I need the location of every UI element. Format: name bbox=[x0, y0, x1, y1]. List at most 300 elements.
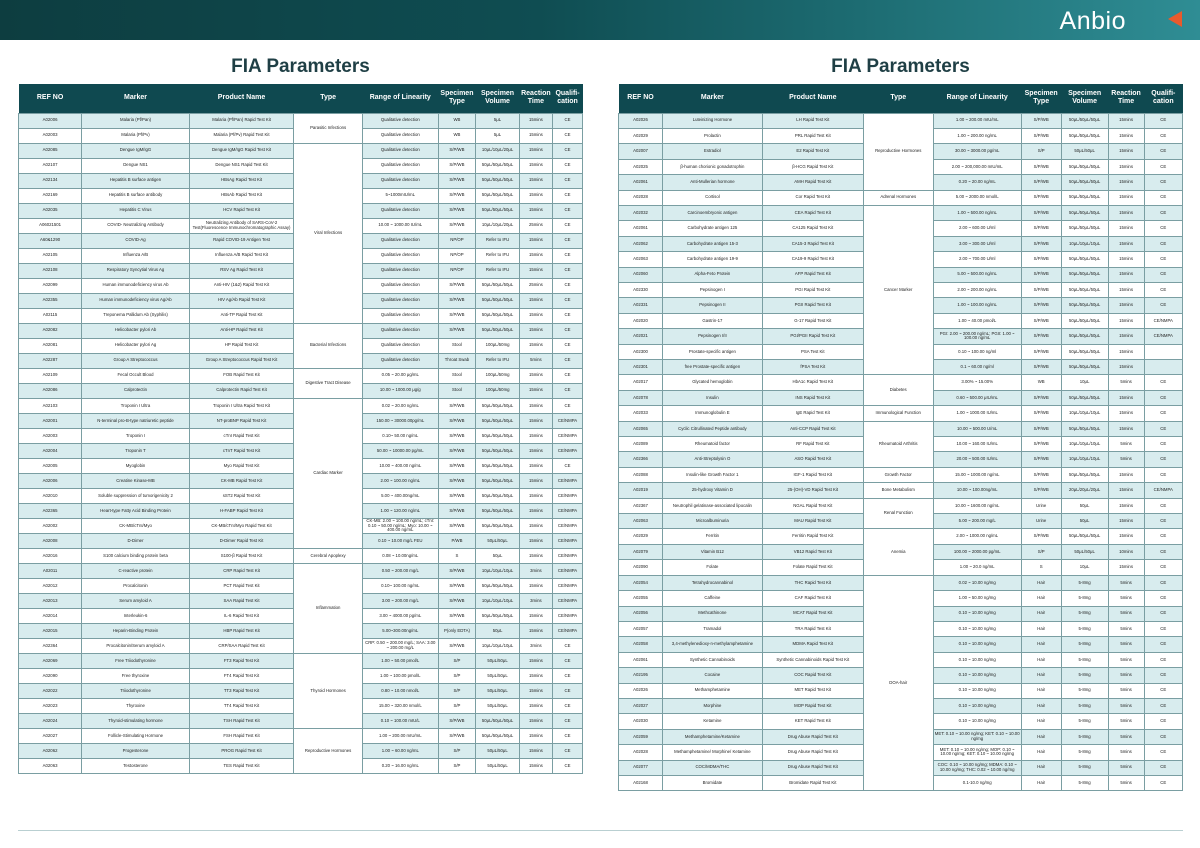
cell-reaction-time: 5mins bbox=[1108, 760, 1144, 775]
cell-product-name: D-Dimer Rapid Test Kit bbox=[189, 533, 293, 548]
cell-range: 0.10 ~ 10.00 mg/L FEU bbox=[363, 533, 439, 548]
cell-qualification: CE bbox=[1144, 760, 1182, 775]
cell-ref-no: A02012 bbox=[19, 578, 82, 593]
cell-ref-no: A02008 bbox=[19, 533, 82, 548]
cell-type: Cardiac Marker bbox=[294, 398, 363, 548]
cell-qualification: CE bbox=[553, 248, 583, 263]
cell-ref-no: A02032 bbox=[619, 205, 663, 220]
cell-reaction-time: 5mins bbox=[1108, 729, 1144, 744]
cell-reaction-time: 15mins bbox=[1108, 267, 1144, 282]
cell-marker: Anti-Mullerian hormone bbox=[662, 175, 762, 190]
cell-product-name: VB12 Rapid Test Kit bbox=[762, 544, 863, 559]
cell-specimen-volume: Refer to IFU bbox=[476, 353, 519, 368]
cell-specimen-volume: 5-8mg bbox=[1061, 591, 1108, 606]
cell-marker: Free thyroxine bbox=[82, 669, 190, 684]
cell-specimen-type: S/P bbox=[438, 669, 476, 684]
cell-marker: Human immunodeficiency virus Ag/Ab bbox=[82, 293, 190, 308]
cell-range: 15.00 ~ 320.00 nmol/L bbox=[363, 699, 439, 714]
cell-specimen-type: Hair bbox=[1021, 637, 1061, 652]
cell-marker: Soluble suppression of tumorigenicity 2 bbox=[82, 488, 190, 503]
cell-range: CK-MB: 2.00 ~ 100.00 ng/mL; cTnI: 0.10 ~ 50.00 ng/mL; Myo: 10.00 ~ 400.00 ng/mL bbox=[363, 518, 439, 533]
cell-specimen-type: S/P/WB bbox=[1021, 344, 1061, 359]
cell-qualification: CE/NMPA bbox=[553, 488, 583, 503]
cell-ref-no: A02028 bbox=[619, 745, 663, 760]
cell-qualification: CE bbox=[553, 744, 583, 759]
cell-range: 50.00 ~ 10000.00 pg/mL bbox=[363, 443, 439, 458]
cell-ref-no: A02061 bbox=[619, 652, 663, 667]
cell-reaction-time: 15mins bbox=[519, 113, 552, 128]
cell-ref-no: A02006 bbox=[19, 113, 82, 128]
cell-reaction-time: 15mins bbox=[519, 518, 552, 533]
cell-reaction-time: 15mins bbox=[519, 323, 552, 338]
cell-reaction-time: 15mins bbox=[1108, 344, 1144, 359]
cell-qualification: CE bbox=[1144, 668, 1182, 683]
cell-marker: Pepsinogen I/II bbox=[662, 329, 762, 344]
cell-reaction-time: 15mins bbox=[1108, 329, 1144, 344]
cell-reaction-time: 15mins bbox=[1108, 298, 1144, 313]
cell-reaction-time: 15mins bbox=[519, 609, 552, 624]
cell-reaction-time: 15mins bbox=[519, 729, 552, 744]
cell-ref-no: A02028 bbox=[619, 190, 663, 205]
cell-reaction-time: 5mins bbox=[519, 353, 552, 368]
brand-logo: Anbio bbox=[1059, 7, 1126, 35]
cell-range: Qualitative detection bbox=[363, 263, 439, 278]
cell-marker: Malaria (Pf/Pan) bbox=[82, 113, 190, 128]
col-header-specimen-type: Specimen Type bbox=[438, 84, 476, 113]
cell-ref-no: A02061 bbox=[619, 221, 663, 236]
cell-ref-no: A02035 bbox=[19, 203, 82, 218]
cell-specimen-type: Hair bbox=[1021, 698, 1061, 713]
cell-range: 5~1000mIU/mL bbox=[363, 188, 439, 203]
cell-reaction-time: 15mins bbox=[519, 669, 552, 684]
page-title: FIA Parameters bbox=[831, 56, 970, 77]
cell-marker: COVID- Neutralizing Antibody bbox=[82, 218, 190, 233]
table-row bbox=[619, 421, 1183, 436]
cell-range: CRP: 0.50 ~ 200.00 mg/L; SAA: 3.00 ~ 200.00 mg/L bbox=[363, 639, 439, 654]
cell-specimen-type: Hair bbox=[1021, 714, 1061, 729]
cell-range: 1.00 ~ 200.00 mIU/mL bbox=[933, 113, 1021, 128]
cell-ref-no: A02006 bbox=[19, 473, 82, 488]
cell-qualification: CE bbox=[1144, 591, 1182, 606]
cell-reaction-time: 15mins bbox=[519, 143, 552, 158]
cell-specimen-volume: 10μL/10μL/10μL bbox=[1061, 437, 1108, 452]
cell-specimen-type: NP/OP bbox=[438, 233, 476, 248]
cell-specimen-type: S/P/WB bbox=[438, 278, 476, 293]
cell-qualification: CE bbox=[1144, 498, 1182, 513]
cell-marker: Heart-type Fatty Acid Binding Protein bbox=[82, 503, 190, 518]
cell-qualification: CE bbox=[1144, 298, 1182, 313]
cell-marker: Troponin T bbox=[82, 443, 190, 458]
cell-marker: Testosterone bbox=[82, 759, 190, 774]
cell-range: 0.02 ~ 20.00 ng/mL bbox=[363, 398, 439, 413]
cell-ref-no: A02055 bbox=[619, 591, 663, 606]
col-header-product-name: Product Name bbox=[189, 84, 293, 113]
cell-product-name: MDMA Rapid Test Kit bbox=[762, 637, 863, 652]
col-header-specimen-volume: Specimen Volume bbox=[1061, 84, 1108, 113]
cell-specimen-type: Hair bbox=[1021, 729, 1061, 744]
cell-specimen-volume: 50μL/50μL/50μL bbox=[1061, 128, 1108, 143]
cell-reaction-time: 15mins bbox=[519, 398, 552, 413]
cell-range: 1.00 ~ 200.00 mIU/mL bbox=[363, 729, 439, 744]
cell-ref-no: A02134 bbox=[19, 173, 82, 188]
cell-specimen-volume: 50μL/50μL/50μL bbox=[1061, 421, 1108, 436]
cell-range: Qualitative detection bbox=[363, 308, 439, 323]
cell-reaction-time: 15mins bbox=[1108, 236, 1144, 251]
header-bar bbox=[0, 0, 1200, 40]
cell-reaction-time: 15mins bbox=[1108, 282, 1144, 297]
cell-marker: Procalcitonin/Serum amyloid A bbox=[82, 639, 190, 654]
cell-product-name: Anti-HP Rapid Test Kit bbox=[189, 323, 293, 338]
cell-specimen-type: S/P/WB bbox=[1021, 437, 1061, 452]
cell-specimen-volume: 5μL bbox=[476, 128, 519, 143]
cell-type: Parasitic Infections bbox=[294, 113, 363, 143]
cell-specimen-type: S/P/WB bbox=[438, 473, 476, 488]
cell-ref-no: A02088 bbox=[619, 467, 663, 482]
cell-marker: Prostate-specific antigen bbox=[662, 344, 762, 359]
cell-range: 1.00 ~ 1000.00 IU/mL bbox=[933, 406, 1021, 421]
cell-product-name: SAA Rapid Test Kit bbox=[189, 594, 293, 609]
cell-qualification: CE bbox=[553, 654, 583, 669]
cell-qualification: CE bbox=[1144, 652, 1182, 667]
cell-specimen-volume: 50μL/50μL/50μL bbox=[1061, 252, 1108, 267]
table-row bbox=[19, 729, 583, 744]
cell-product-name: IL-6 Rapid Test Kit bbox=[189, 609, 293, 624]
cell-type: Anemia bbox=[863, 529, 933, 575]
table-row bbox=[619, 498, 1183, 513]
cell-product-name: AMH Rapid Test Kit bbox=[762, 175, 863, 190]
cell-range: 10.00 ~ 400.00 ng/mL bbox=[363, 458, 439, 473]
cell-ref-no: A02020 bbox=[619, 313, 663, 328]
cell-product-name: H-FABP Rapid Test Kit bbox=[189, 503, 293, 518]
cell-marker: Insulin-like Growth Factor 1 bbox=[662, 467, 762, 482]
cell-qualification: CE/NMPA bbox=[1144, 483, 1182, 498]
cell-specimen-volume: 50μL/50μL/50μL bbox=[476, 278, 519, 293]
cell-specimen-type: S/P/WB bbox=[438, 293, 476, 308]
cell-marker: Fecal Occult Blood bbox=[82, 368, 190, 383]
cell-ref-no: A02089 bbox=[619, 437, 663, 452]
cell-range: 0.1-10.0 ng/mg bbox=[933, 775, 1021, 790]
cell-ref-no: A02001 bbox=[19, 413, 82, 428]
cell-qualification: CE bbox=[1144, 113, 1182, 128]
cell-specimen-type: S/P/WB bbox=[438, 639, 476, 654]
cell-marker: COC/MDMA/THC bbox=[662, 760, 762, 775]
cell-range: 3.00% ~ 15.00% bbox=[933, 375, 1021, 390]
cell-marker: Creatine Kinase-MB bbox=[82, 473, 190, 488]
cell-reaction-time: 15mins bbox=[1108, 190, 1144, 205]
cell-specimen-volume: 50μL/50μL/50μL bbox=[1061, 205, 1108, 220]
cell-specimen-type: S/P/WB bbox=[438, 714, 476, 729]
cell-reaction-time: 5mins bbox=[1108, 591, 1144, 606]
cell-qualification: CE bbox=[553, 458, 583, 473]
cell-product-name: THC Rapid Test Kit bbox=[762, 575, 863, 590]
cell-product-name: COC Rapid Test Kit bbox=[762, 668, 863, 683]
cell-ref-no: A02010 bbox=[19, 488, 82, 503]
cell-qualification: CE bbox=[1144, 190, 1182, 205]
cell-product-name: cTnT Rapid Test Kit bbox=[189, 443, 293, 458]
cell-qualification: CE bbox=[1144, 375, 1182, 390]
cell-product-name: TSH Rapid Test Kit bbox=[189, 714, 293, 729]
cell-type: Reproductive Hormones bbox=[294, 729, 363, 774]
cell-marker: Carbohydrate antigen 125 bbox=[662, 221, 762, 236]
cell-reaction-time: 15mins bbox=[519, 188, 552, 203]
cell-qualification: CE bbox=[553, 158, 583, 173]
cell-type: Renal Function bbox=[863, 498, 933, 529]
cell-specimen-type: Hair bbox=[1021, 745, 1061, 760]
cell-type: Inflammation bbox=[294, 563, 363, 653]
cell-product-name: IGF-1 Rapid Test Kit bbox=[762, 467, 863, 482]
cell-qualification: CE bbox=[553, 218, 583, 233]
cell-marker: Cyclic Citrullinated Peptide antibody bbox=[662, 421, 762, 436]
cell-ref-no: A02287 bbox=[19, 353, 82, 368]
cell-qualification: CE bbox=[1144, 683, 1182, 698]
cell-reaction-time: 15mins bbox=[519, 128, 552, 143]
cell-qualification: CE bbox=[553, 729, 583, 744]
col-header-specimen-volume: Specimen Volume bbox=[476, 84, 519, 113]
cell-reaction-time: 15mins bbox=[519, 624, 552, 639]
cell-product-name: HCV Rapid Test Kit bbox=[189, 203, 293, 218]
cell-specimen-type: S/P/WB bbox=[438, 503, 476, 518]
cell-ref-no: A02108 bbox=[19, 263, 82, 278]
cell-specimen-volume: 10μL bbox=[1061, 375, 1108, 390]
cell-product-name: Bromidate Rapid Test Kit bbox=[762, 775, 863, 790]
cell-specimen-volume: Refer to IFU bbox=[476, 233, 519, 248]
cell-reaction-time: 15mins bbox=[1108, 560, 1144, 575]
cell-qualification: CE/NMPA bbox=[553, 533, 583, 548]
cell-marker: Progesterone bbox=[82, 744, 190, 759]
cell-specimen-type: S/P/WB bbox=[1021, 483, 1061, 498]
cell-specimen-volume: 50μL/50μL/50μL bbox=[1061, 282, 1108, 297]
cell-marker: Interleukin-6 bbox=[82, 609, 190, 624]
cell-range: 1.00 ~ 20.0 ng/mL bbox=[933, 560, 1021, 575]
cell-specimen-volume: 10μL bbox=[1061, 560, 1108, 575]
cell-qualification: CE bbox=[1144, 714, 1182, 729]
cell-ref-no: A02002 bbox=[19, 518, 82, 533]
cell-specimen-volume: 50μL/50μL/50μL bbox=[476, 518, 519, 533]
cell-marker: Caffeine bbox=[662, 591, 762, 606]
cell-ref-no: A02077 bbox=[619, 760, 663, 775]
cell-product-name: HBsAg Rapid Test Kit bbox=[189, 173, 293, 188]
cell-specimen-type: S/P/WB bbox=[1021, 159, 1061, 174]
cell-range: 5.00 ~ 2000.00 nmol/L bbox=[933, 190, 1021, 205]
cell-ref-no: A02063 bbox=[619, 252, 663, 267]
cell-reaction-time: 5mins bbox=[1108, 452, 1144, 467]
cell-qualification: CE bbox=[1144, 128, 1182, 143]
cell-marker: Tramadol bbox=[662, 621, 762, 636]
cell-range: Qualitative detection bbox=[363, 233, 439, 248]
cell-marker: Methamphetamine/ Morphine/ Ketamine bbox=[662, 745, 762, 760]
cell-marker: N-terminal pro-B-type natriuretic peptide bbox=[82, 413, 190, 428]
cell-specimen-volume: 50μL/50μL bbox=[1061, 144, 1108, 159]
cell-specimen-volume: 50μL bbox=[1061, 514, 1108, 529]
cell-range: 1.00 ~ 60.00 ng/mL bbox=[363, 744, 439, 759]
cell-specimen-volume: 50μL/50μL/50μL bbox=[1061, 159, 1108, 174]
cell-specimen-volume: 50μL/50μL/50μL bbox=[1061, 190, 1108, 205]
cell-reaction-time: 15mins bbox=[519, 458, 552, 473]
cell-qualification: CE bbox=[553, 699, 583, 714]
cell-reaction-time: 15mins bbox=[519, 173, 552, 188]
cell-specimen-type: S/P/WB bbox=[1021, 128, 1061, 143]
cell-marker: Hepatitis B surface antigen bbox=[82, 173, 190, 188]
cell-specimen-volume: 50μL/50μL/50μL bbox=[476, 503, 519, 518]
cell-qualification: CE bbox=[1144, 421, 1182, 436]
cell-specimen-type: S/P/WB bbox=[438, 323, 476, 338]
cell-product-name: NT-proBNP Rapid Test Kit bbox=[189, 413, 293, 428]
cell-product-name: Dengue IgM/IgG Rapid Test Kit bbox=[189, 143, 293, 158]
cell-range: 5.00~300.00ng/mL bbox=[363, 624, 439, 639]
cell-specimen-volume: 50μL/50μL bbox=[476, 669, 519, 684]
cell-specimen-type: S/P/WB bbox=[1021, 298, 1061, 313]
cell-product-name: TES Rapid Test Kit bbox=[189, 759, 293, 774]
cell-specimen-volume: 50μL/50μL/50μL bbox=[476, 293, 519, 308]
cell-range: 10.00 ~ 1000.00 IU/mL bbox=[363, 218, 439, 233]
cell-ref-no: A02003 bbox=[19, 128, 82, 143]
cell-specimen-volume: 10μL/10μL/10μL bbox=[476, 639, 519, 654]
cell-product-name: PRL Rapid Test Kit bbox=[762, 128, 863, 143]
cell-ref-no: A02330 bbox=[619, 282, 663, 297]
cell-marker: Cortisol bbox=[662, 190, 762, 205]
cell-product-name: PGII Rapid Test Kit bbox=[762, 298, 863, 313]
cell-qualification: CE bbox=[1144, 159, 1182, 174]
cell-qualification: CE bbox=[553, 759, 583, 774]
cell-specimen-type: S/P/WB bbox=[438, 218, 476, 233]
cell-range: 150.00 ~ 30000.00pg/mL bbox=[363, 413, 439, 428]
cell-qualification: CE bbox=[553, 113, 583, 128]
cell-qualification: CE bbox=[553, 398, 583, 413]
cell-reaction-time: 15mins bbox=[519, 428, 552, 443]
cell-reaction-time: 15mins bbox=[1108, 467, 1144, 482]
cell-marker: Methcathinone bbox=[662, 606, 762, 621]
cell-qualification: CE bbox=[1144, 637, 1182, 652]
cell-ref-no: A02366 bbox=[619, 452, 663, 467]
cell-product-name: Anti-TP Rapid Test Kit bbox=[189, 308, 293, 323]
cell-ref-no: A02019 bbox=[619, 483, 663, 498]
cell-qualification: CE bbox=[1144, 606, 1182, 621]
cell-qualification: CE bbox=[553, 323, 583, 338]
cell-range: 1.00 ~ 100.00 pmol/L bbox=[363, 669, 439, 684]
cell-product-name: CRP/SAA Rapid Test Kit bbox=[189, 639, 293, 654]
cell-product-name: PCT Rapid Test Kit bbox=[189, 578, 293, 593]
cell-specimen-type: Urine bbox=[1021, 498, 1061, 513]
cell-qualification: CE/NMPA bbox=[553, 413, 583, 428]
cell-specimen-type: S/P/WB bbox=[1021, 113, 1061, 128]
cell-type: Digestive Tract Disease bbox=[294, 368, 363, 398]
cell-range: 10.00 ~ 160.00 IU/mL bbox=[933, 437, 1021, 452]
cell-product-name: ASO Rapid Test Kit bbox=[762, 452, 863, 467]
cell-range: 2.00 ~ 100.00 ng/mL bbox=[363, 473, 439, 488]
cell-product-name: Synthetic Cannabinoids Rapid Test Kit bbox=[762, 652, 863, 667]
cell-qualification: CE/NMPA bbox=[553, 548, 583, 563]
cell-specimen-type: S/P/WB bbox=[438, 398, 476, 413]
cell-product-name: MCAT Rapid Test Kit bbox=[762, 606, 863, 621]
cell-product-name: Troponin I Ultra Rapid Test Kit bbox=[189, 398, 293, 413]
cell-reaction-time: 15mins bbox=[1108, 406, 1144, 421]
cell-specimen-volume: 50μL/50μL bbox=[476, 759, 519, 774]
cell-ref-no: A02109 bbox=[19, 368, 82, 383]
cell-qualification: CE bbox=[553, 293, 583, 308]
table-row bbox=[619, 529, 1183, 544]
cell-ref-no: A02062 bbox=[19, 744, 82, 759]
cell-reaction-time: 15mins bbox=[519, 308, 552, 323]
cell-marker: Folate bbox=[662, 560, 762, 575]
cell-ref-no: A02300 bbox=[619, 344, 663, 359]
cell-range: 0.50 ~ 200.00 mg/L bbox=[363, 563, 439, 578]
cell-product-name: PROG Rapid Test Kit bbox=[189, 744, 293, 759]
cell-specimen-volume: 50μL/50μL/50μL bbox=[1061, 329, 1108, 344]
cell-specimen-type: S/P/WB bbox=[438, 563, 476, 578]
cell-ref-no: A02195 bbox=[619, 668, 663, 683]
cell-type: Cancer Marker bbox=[863, 205, 933, 374]
cell-reaction-time: 5mins bbox=[1108, 668, 1144, 683]
cell-qualification: CE/NMPA bbox=[553, 428, 583, 443]
cell-reaction-time: 15mins bbox=[1108, 128, 1144, 143]
cell-product-name: Cor Rapid Test Kit bbox=[762, 190, 863, 205]
cell-specimen-type: Stool bbox=[438, 338, 476, 353]
footer-divider bbox=[18, 830, 1183, 831]
cell-ref-no: A60&1290 bbox=[19, 233, 82, 248]
cell-specimen-volume: 50μL/50μL/50μL bbox=[1061, 313, 1108, 328]
cell-specimen-volume: 5-8mg bbox=[1061, 775, 1108, 790]
cell-qualification: CE bbox=[1144, 621, 1182, 636]
cell-specimen-volume: 50μL/50μL/50μL bbox=[476, 458, 519, 473]
cell-specimen-volume: 20μL/20μL/20μL bbox=[1061, 483, 1108, 498]
cell-marker: Luteinizing Hormone bbox=[662, 113, 762, 128]
cell-ref-no: A02005 bbox=[19, 458, 82, 473]
cell-ref-no: A02026 bbox=[619, 113, 663, 128]
cell-marker: Hepatitis B surface antibody bbox=[82, 188, 190, 203]
cell-ref-no: A02355 bbox=[19, 293, 82, 308]
cell-range: 5.00 ~ 200.00 mg/L bbox=[933, 514, 1021, 529]
cell-marker: Morphine bbox=[662, 698, 762, 713]
cell-specimen-volume: 50μL/50μL/50μL bbox=[1061, 360, 1108, 375]
parameters-table bbox=[18, 84, 583, 774]
cell-marker: Helicobacter pylori Ab bbox=[82, 323, 190, 338]
cell-specimen-type: Hair bbox=[1021, 683, 1061, 698]
cell-reaction-time: 15mins bbox=[519, 654, 552, 669]
cell-ref-no: A02099 bbox=[19, 278, 82, 293]
cell-marker: Influenza A/B bbox=[82, 248, 190, 263]
cell-reaction-time: 15mins bbox=[519, 714, 552, 729]
cell-specimen-type: Hair bbox=[1021, 775, 1061, 790]
cell-ref-no: A02078 bbox=[619, 390, 663, 405]
cell-marker: Thyroxine bbox=[82, 699, 190, 714]
cell-qualification: CE bbox=[1144, 745, 1182, 760]
cell-type: DOA-hair bbox=[863, 575, 933, 791]
left-page bbox=[18, 50, 583, 774]
cell-reaction-time: 15mins bbox=[519, 368, 552, 383]
cell-marker: Free Triiodothyronine bbox=[82, 654, 190, 669]
cell-product-name: KET Rapid Test Kit bbox=[762, 714, 863, 729]
cell-specimen-type: S/P/WB bbox=[1021, 190, 1061, 205]
cell-specimen-type: S/P/WB bbox=[1021, 529, 1061, 544]
cell-marker: Calprotectin bbox=[82, 383, 190, 398]
cell-specimen-volume: 50μL/50μL/50μL bbox=[476, 413, 519, 428]
cell-reaction-time: 15mins bbox=[1108, 529, 1144, 544]
back-arrow-icon[interactable] bbox=[1168, 11, 1182, 27]
cell-marker: Treponema Pallidum Ab (Syphilis) bbox=[82, 308, 190, 323]
cell-ref-no: A02062 bbox=[619, 236, 663, 251]
cell-reaction-time: 15mins bbox=[1108, 360, 1144, 375]
cell-qualification: CE/NMPA bbox=[553, 503, 583, 518]
cell-specimen-volume: 50μL/50μL/50μL bbox=[476, 158, 519, 173]
cell-ref-no: A02027 bbox=[619, 698, 663, 713]
cell-product-name: S100-β Rapid Test Kit bbox=[189, 548, 293, 563]
cell-product-name: Folate Rapid Test Kit bbox=[762, 560, 863, 575]
cell-specimen-volume: 50μL/50μL/50μL bbox=[476, 473, 519, 488]
cell-specimen-volume: 10μL/10μL/10μL bbox=[1061, 406, 1108, 421]
cell-specimen-type: Urine bbox=[1021, 514, 1061, 529]
cell-reaction-time: 15mins bbox=[1108, 313, 1144, 328]
cell-qualification: CE bbox=[553, 233, 583, 248]
